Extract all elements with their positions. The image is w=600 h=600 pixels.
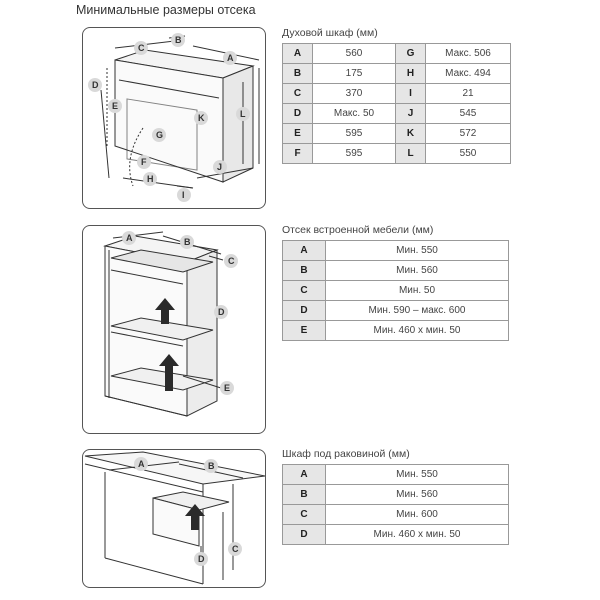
builtin-label-d: D: [218, 307, 225, 317]
row-key: D: [283, 104, 313, 124]
row-key: C: [283, 505, 326, 525]
sink-label-d: D: [198, 554, 205, 564]
row-key: D: [283, 301, 326, 321]
row-key: E: [283, 124, 313, 144]
row-key: A: [283, 241, 326, 261]
table-row: [283, 301, 509, 321]
sink-label-c: C: [232, 544, 239, 554]
table-row: [283, 124, 511, 144]
row-value: Макс. 506: [426, 44, 511, 64]
row-key: G: [396, 44, 426, 64]
row-key: A: [283, 44, 313, 64]
row-key: C: [283, 84, 313, 104]
table-row: [283, 64, 511, 84]
row-value: Мин. 600: [326, 505, 509, 525]
row-key: L: [396, 144, 426, 164]
row-value: 21: [426, 84, 511, 104]
sink-table-title: Шкаф под раковиной (мм): [282, 448, 410, 460]
table-row: [283, 144, 511, 164]
table-row: [283, 281, 509, 301]
row-value: Мин. 460 x мин. 50: [326, 525, 509, 545]
table-row: [283, 321, 509, 341]
builtin-diagram-panel: [82, 225, 266, 434]
table-row: [283, 44, 511, 64]
row-key: F: [283, 144, 313, 164]
oven-label-k: K: [198, 113, 205, 123]
builtin-label-c: C: [228, 256, 235, 266]
row-value: Мин. 560: [326, 261, 509, 281]
builtin-label-b: B: [184, 237, 191, 247]
row-key: B: [283, 261, 326, 281]
row-value: 560: [313, 44, 396, 64]
builtin-label-a: A: [126, 233, 133, 243]
row-key: B: [283, 64, 313, 84]
table-row: [283, 261, 509, 281]
table-row: [283, 241, 509, 261]
oven-label-h: H: [147, 174, 154, 184]
row-value: Мин. 460 x мин. 50: [326, 321, 509, 341]
oven-label-f: F: [141, 157, 147, 167]
oven-label-e: E: [112, 101, 119, 111]
oven-diagram-panel: [82, 27, 266, 209]
page-title: Минимальные размеры отсека: [76, 3, 256, 17]
row-key: J: [396, 104, 426, 124]
table-row: [283, 465, 509, 485]
row-value: Мин. 550: [326, 241, 509, 261]
row-key: I: [396, 84, 426, 104]
oven-label-d: D: [92, 80, 99, 90]
oven-diagram: [83, 28, 265, 208]
row-key: B: [283, 485, 326, 505]
row-value: 595: [313, 144, 396, 164]
row-key: D: [283, 525, 326, 545]
sink-label-a: A: [138, 459, 145, 469]
row-value: 175: [313, 64, 396, 84]
oven-label-g: G: [156, 130, 164, 140]
row-value: 545: [426, 104, 511, 124]
row-key: A: [283, 465, 326, 485]
oven-table-title: Духовой шкаф (мм): [282, 27, 378, 39]
builtin-dimensions-table: [282, 240, 509, 341]
row-key: K: [396, 124, 426, 144]
row-value: Макс. 50: [313, 104, 396, 124]
oven-label-b: B: [175, 35, 182, 45]
row-value: Макс. 494: [426, 64, 511, 84]
oven-label-j: J: [217, 162, 223, 172]
row-value: 572: [426, 124, 511, 144]
oven-label-i: I: [182, 190, 185, 200]
table-row: [283, 505, 509, 525]
oven-dimensions-table: [282, 43, 511, 164]
row-value: 550: [426, 144, 511, 164]
oven-label-a: A: [227, 53, 234, 63]
row-value: Мин. 50: [326, 281, 509, 301]
row-key: H: [396, 64, 426, 84]
row-value: Мин. 560: [326, 485, 509, 505]
row-value: Мин. 550: [326, 465, 509, 485]
oven-label-l: L: [240, 109, 246, 119]
sink-dimensions-table: [282, 464, 509, 545]
row-key: E: [283, 321, 326, 341]
sink-diagram: [83, 450, 265, 587]
row-value: Мин. 590 – макс. 600: [326, 301, 509, 321]
table-row: [283, 104, 511, 124]
row-value: 595: [313, 124, 396, 144]
row-key: C: [283, 281, 326, 301]
builtin-label-e: E: [224, 383, 231, 393]
sink-label-b: B: [208, 461, 215, 471]
table-row: [283, 525, 509, 545]
builtin-table-title: Отсек встроенной мебели (мм): [282, 224, 434, 236]
oven-label-c: C: [138, 43, 145, 53]
table-row: [283, 485, 509, 505]
row-value: 370: [313, 84, 396, 104]
builtin-diagram: [83, 226, 265, 433]
table-row: [283, 84, 511, 104]
sink-diagram-panel: [82, 449, 266, 588]
